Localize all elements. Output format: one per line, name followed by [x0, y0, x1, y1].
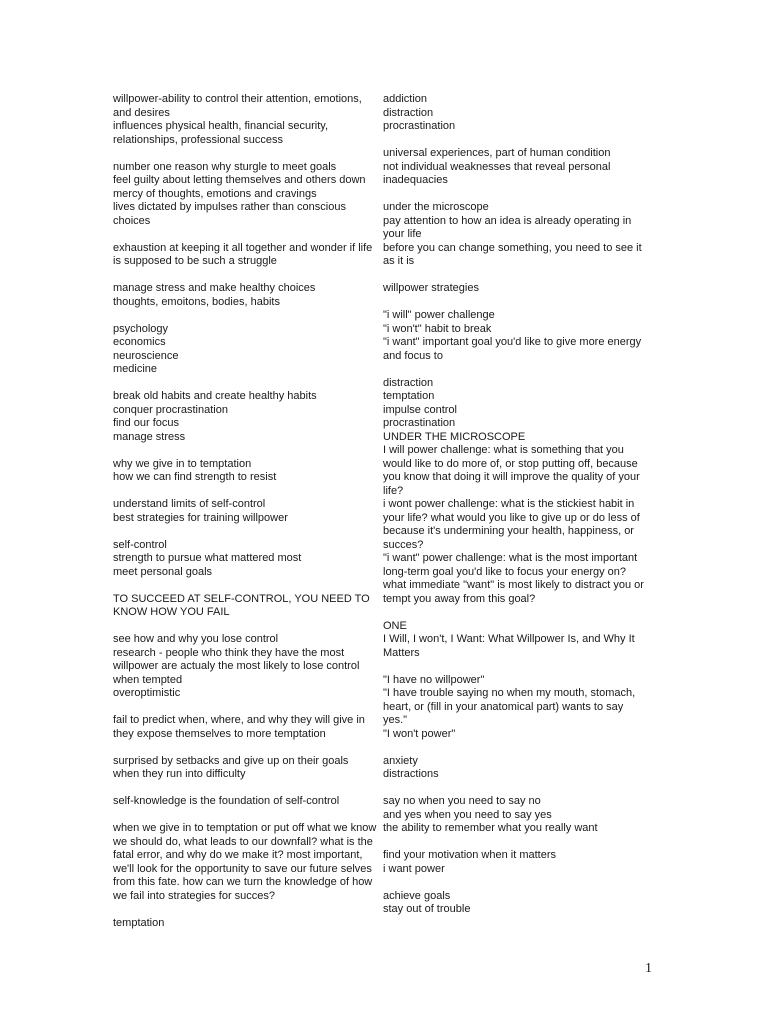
left-column-line: best strategies for training willpower — [113, 511, 288, 524]
left-column-line: manage stress — [113, 430, 186, 443]
right-column-line: ONE — [383, 619, 407, 632]
left-column-line: temptation — [113, 916, 165, 929]
left-column-line: fatal error, and why do we make it? most important, — [113, 849, 363, 861]
left-column-line: self-knowledge is the foundation of self-control — [113, 795, 340, 807]
right-column-line — [383, 876, 655, 890]
left-column-line: and desires — [113, 106, 170, 119]
right-column-line: "i want" important goal you'd like to give more energy — [383, 336, 642, 348]
right-column-line: and focus to — [383, 349, 443, 362]
left-column-line: neuroscience — [113, 349, 179, 362]
right-column-line: inadequacies — [383, 174, 448, 186]
right-column-line: your life? what would you like to give up or do less of — [383, 511, 640, 524]
left-column-line: when we give in to temptation or put off what we know — [113, 822, 377, 834]
right-column-line: "i will" power challenge — [383, 309, 495, 321]
right-column-line: under the microscope — [383, 201, 489, 213]
left-column-line: break old habits and create healthy habits — [113, 390, 317, 402]
right-column-line — [383, 363, 655, 377]
right-column-line: "I have no willpower" — [383, 673, 485, 686]
left-column-line: manage stress and make healthy choices — [113, 282, 316, 294]
right-column-line: would like to do more of, or stop putting off, because — [383, 457, 638, 470]
right-column-line — [383, 269, 655, 283]
right-column-line: willpower strategies — [383, 282, 479, 294]
left-column-line: conquer procrastination — [113, 403, 228, 416]
left-column-line — [113, 579, 383, 593]
right-column-line: before you can change something, you need to see it — [383, 241, 642, 254]
right-column-line: tempt you away from this goal? — [383, 592, 536, 605]
left-column — [113, 93, 383, 930]
right-column-line: because it's undermining your health, happiness, or — [383, 525, 634, 537]
right-column-line: heart, or (fill in your anatomical part) wants to say — [383, 700, 624, 713]
left-column-line: we fail into strategies for succes? — [113, 889, 276, 902]
left-column-line: fail to predict when, where, and why they will give in — [113, 714, 365, 726]
left-column-line: understand limits of self-control — [113, 498, 266, 510]
page-number: 1 — [645, 961, 652, 976]
left-column-line: they expose themselves to more temptation — [113, 727, 326, 740]
right-column-line: pay attention to how an idea is already operating in — [383, 214, 632, 227]
right-column-line: achieve goals — [383, 889, 451, 902]
right-column-line: distractions — [383, 768, 439, 780]
left-column-line — [113, 809, 383, 823]
left-column-line: willpower-ability to control their attention, emotions, — [113, 93, 362, 105]
left-column-line — [113, 309, 383, 323]
right-column-line — [383, 296, 655, 310]
right-column-line: Matters — [383, 646, 420, 659]
left-column-line: see how and why you lose control — [113, 633, 279, 645]
right-column-line: your life — [383, 228, 422, 240]
left-column-line: mercy of thoughts, emotions and cravings — [113, 187, 317, 200]
left-column-line — [113, 782, 383, 796]
left-column-line — [113, 485, 383, 499]
left-column-line: lives dictated by impulses rather than conscious — [113, 201, 346, 213]
right-column-line: not individual weaknesses that reveal personal — [383, 160, 611, 173]
right-column-line: "i won't" habit to break — [383, 322, 492, 335]
right-column-line — [383, 741, 655, 755]
right-column-line: the ability to remember what you really want — [383, 822, 598, 834]
left-column-line: we'll look for the opportunity to save our future selves — [113, 862, 372, 875]
right-column-line — [383, 836, 655, 850]
right-column-line — [383, 782, 655, 796]
left-column-line: exhaustion at keeping it all together and wonder if life — [113, 241, 373, 254]
left-column-line: medicine — [113, 363, 158, 375]
left-column-line — [113, 147, 383, 161]
right-column-line: life? — [383, 484, 404, 497]
right-column-line: say no when you need to say no — [383, 795, 541, 807]
left-column-line: how we can find strength to resist — [113, 471, 277, 483]
left-column-line: meet personal goals — [113, 565, 213, 578]
right-column-line: "i want" power challenge: what is the most important — [383, 552, 638, 564]
left-column-line: willpower are actualy the most likely to lose control — [113, 660, 360, 672]
right-column-line: anxiety — [383, 754, 418, 767]
left-column-line: we should do, what leads to our downfall? what is the — [113, 835, 373, 848]
left-column-line — [113, 444, 383, 458]
left-column-line — [113, 228, 383, 242]
left-column-line — [113, 525, 383, 539]
right-column-line: "I won't power" — [383, 727, 456, 740]
right-column — [383, 93, 655, 917]
left-column-line: thoughts, emoitons, bodies, habits — [113, 295, 280, 308]
left-column-line — [113, 620, 383, 634]
right-column-line: i wont power challenge: what is the stickiest habit in — [383, 498, 635, 510]
left-column-line: when tempted — [113, 673, 183, 686]
right-column-line — [383, 606, 655, 620]
left-column-line: relationships, professional success — [113, 133, 283, 146]
right-column-line: as it is — [383, 255, 415, 267]
right-column-line: stay out of trouble — [383, 903, 471, 915]
right-column-line: impulse control — [383, 403, 457, 416]
right-column-line: find your motivation when it matters — [383, 849, 557, 861]
right-column-line: succes? — [383, 538, 424, 551]
left-column-line: psychology — [113, 322, 169, 335]
right-column-line: you know that doing it will improve the quality of your — [383, 471, 640, 483]
right-column-line: UNDER THE MICROSCOPE — [383, 430, 526, 443]
right-column-line: i want power — [383, 862, 445, 875]
left-column-line: strength to pursue what mattered most — [113, 552, 302, 564]
right-column-line: distraction — [383, 376, 434, 389]
right-column-line: temptation — [383, 390, 435, 402]
left-column-line: from this fate. how can we turn the knowledge of how — [113, 876, 373, 888]
right-column-line: long-term goal you'd like to focus your energy on? — [383, 565, 627, 578]
left-column-line: choices — [113, 214, 151, 227]
right-column-line: distraction — [383, 106, 434, 119]
left-column-line: number one reason why sturgle to meet goals — [113, 160, 337, 173]
left-column-line: overoptimistic — [113, 687, 181, 699]
right-column-line: I Will, I won't, I Want: What Willpower Is, and Why It — [383, 633, 635, 645]
left-column-line — [113, 269, 383, 283]
left-column-line: is supposed to be such a struggle — [113, 255, 277, 267]
right-column-line: addiction — [383, 93, 428, 105]
left-column-line: KNOW HOW YOU FAIL — [113, 606, 230, 618]
left-column-line: TO SUCCEED AT SELF-CONTROL, YOU NEED TO — [113, 592, 370, 605]
left-column-line: why we give in to temptation — [113, 457, 252, 470]
left-column-line: surprised by setbacks and give up on their goals — [113, 754, 349, 767]
right-column-line: procrastination — [383, 417, 456, 429]
left-column-line: influences physical health, financial security, — [113, 120, 329, 132]
right-column-line: yes." — [383, 714, 408, 726]
right-column-line: procrastination — [383, 120, 456, 132]
right-column-line: universal experiences, part of human condition — [383, 147, 611, 159]
right-column-line: and yes when you need to say yes — [383, 808, 552, 821]
right-column-line: "I have trouble saying no when my mouth, stomach, — [383, 687, 636, 699]
left-column-line — [113, 903, 383, 917]
right-column-line: what immediate "want" is most likely to distract you or — [383, 579, 644, 591]
left-column-line: self-control — [113, 538, 167, 551]
left-column-line — [113, 701, 383, 715]
left-column-line: economics — [113, 336, 166, 348]
left-column-line — [113, 741, 383, 755]
left-column-line: research - people who think they have the most — [113, 646, 345, 659]
right-column-line — [383, 188, 655, 202]
right-column-line — [383, 660, 655, 674]
right-column-line — [383, 134, 655, 148]
right-column-line: I will power challenge: what is something that you — [383, 444, 624, 456]
left-column-line — [113, 377, 383, 391]
left-column-line: when they run into difficulty — [113, 768, 246, 780]
left-column-line: feel guilty about letting themselves and others down — [113, 174, 366, 186]
left-column-line: find our focus — [113, 417, 180, 429]
